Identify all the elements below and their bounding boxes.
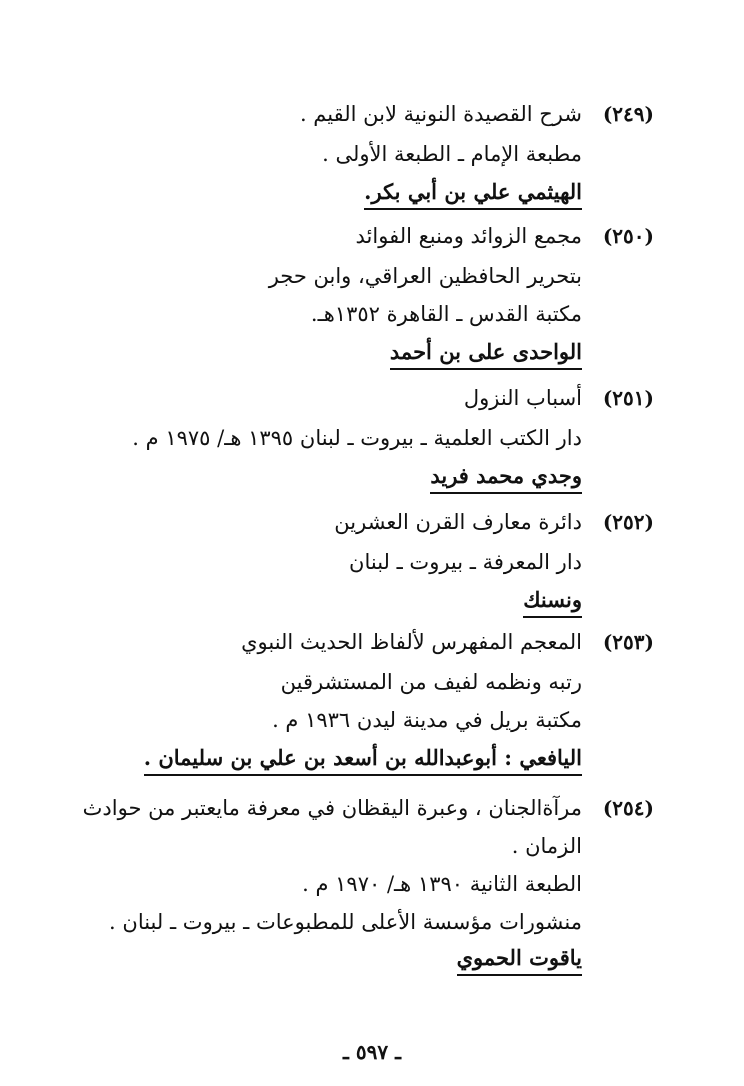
entry-title-continued: الزمان .: [511, 834, 582, 858]
entry-author: ياقوت الحموي: [457, 944, 582, 976]
entry-author: ونسنك: [523, 586, 582, 618]
entry-title: مجمع الزوائد ومنبع الفوائد: [355, 224, 582, 248]
entry-publisher: دار الكتب العلمية ـ بيروت ـ لبنان ١٣٩٥ هـ/ ١٩٧٥ م .: [132, 426, 582, 450]
entry-number: (٢٤٩): [602, 102, 654, 126]
entry-editor: رتبه ونظمه لفيف من المستشرقين: [280, 670, 582, 694]
entry-publisher: مكتبة بريل في مدينة ليدن ١٩٣٦ م .: [272, 708, 582, 732]
entry-number: (٢٥٢): [602, 510, 654, 534]
entry-author: الواحدى على بن أحمد: [390, 338, 582, 370]
entry-publisher: مطبعة الإمام ـ الطبعة الأولى .: [322, 142, 582, 166]
entry-title: مرآة‌الجنان ، وعبرة اليقظان في معرفة مايعتبر من حوادث: [82, 796, 582, 820]
entry-publisher: دار المعرفة ـ بيروت ـ لبنان: [349, 550, 582, 574]
entry-publisher: مكتبة القدس ـ القاهرة ١٣٥٢هـ.: [310, 302, 582, 326]
entry-publisher: منشورات مؤسسة الأعلى للمطبوعات ـ بيروت ـ لبنان .: [109, 910, 582, 934]
entry-title: دائرة معارف القرن العشرين: [334, 510, 582, 534]
entry-number: (٢٥١): [602, 386, 654, 410]
entry-number: (٢٥٠): [602, 224, 654, 248]
entry-author: وجدي محمد فريد: [430, 462, 582, 494]
entry-editor: بتحرير الحافظين العراقي، وابن حجر: [268, 264, 582, 288]
entry-title: أسباب النزول: [463, 386, 582, 410]
entry-number: (٢٥٣): [602, 630, 654, 654]
entry-author: اليافعي : أبوعبدالله بن أسعد بن علي بن سليمان .: [144, 744, 582, 776]
entry-number: (٢٥٤): [602, 796, 654, 820]
page-number: ـ ٥٩٧ ـ: [343, 1040, 401, 1064]
entry-title: المعجم المفهرس لألفاظ الحديث النبوي: [241, 630, 582, 654]
entry-title: شرح القصيدة النونية لابن القيم .: [299, 102, 582, 126]
entry-edition: الطبعة الثانية ١٣٩٠ هـ/ ١٩٧٠ م .: [302, 872, 582, 896]
entry-author: الهيثمي علي بن أبي بكر.: [364, 178, 582, 210]
